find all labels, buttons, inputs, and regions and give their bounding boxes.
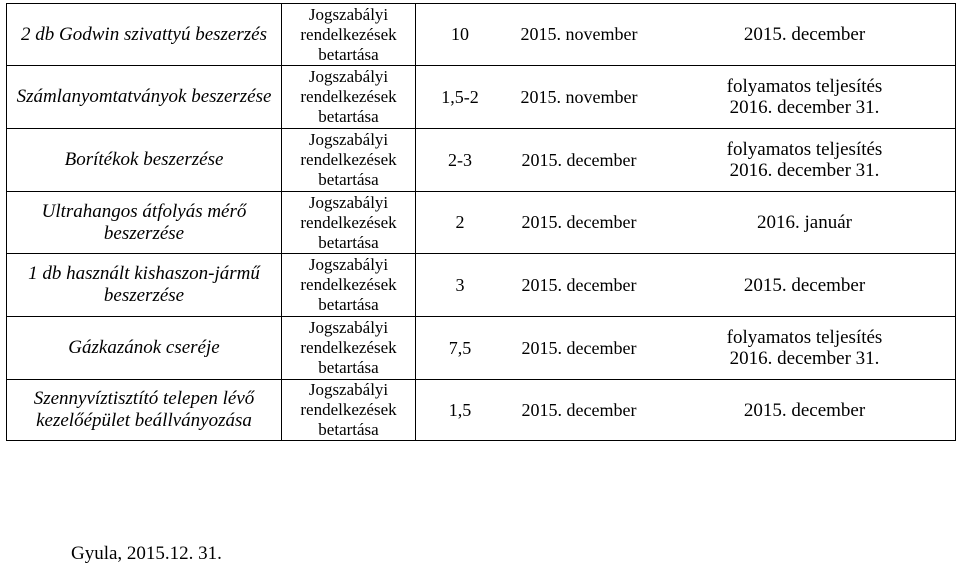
legal-basis: Jogszabályi rendelkezések betartása — [282, 192, 416, 254]
end-date-line1: 2015. december — [743, 24, 866, 45]
end-date — [654, 275, 955, 296]
item-name: Szennyvíztisztító telepen lévő kezelőépület beállványozása — [7, 380, 282, 441]
end-date-line2: 2016. december 31. — [729, 348, 880, 369]
item-name: Borítékok beszerzése — [7, 129, 282, 192]
start-date: 2015. december — [521, 149, 637, 170]
schedule-cell — [416, 317, 956, 380]
end-date-line2: 2016. december 31. — [729, 97, 880, 118]
start-date: 2015. november — [520, 24, 638, 44]
start-date: 2015. november — [520, 86, 638, 107]
place-date: Gyula, 2015.12. 31. — [71, 543, 222, 564]
end-date-line2: 2016. december 31. — [729, 160, 880, 181]
item-name: Számlanyomtatványok beszerzése — [7, 66, 282, 129]
end-date — [654, 139, 955, 181]
start-date: 2015. december — [521, 337, 637, 358]
amount-value: 3 — [455, 274, 465, 295]
amount-value: 7,5 — [448, 337, 472, 358]
amount-value: 1,5-2 — [441, 86, 479, 107]
item-name: Gázkazánok cseréje — [7, 317, 282, 380]
start-date: 2015. december — [521, 212, 637, 232]
end-date-line1: folyamatos teljesítés — [726, 327, 883, 348]
legal-basis: Jogszabályi rendelkezések betartása — [282, 254, 416, 317]
end-date-line1: folyamatos teljesítés — [726, 76, 883, 97]
schedule-cell — [416, 380, 956, 441]
table-row — [7, 317, 956, 380]
schedule-cell — [416, 254, 956, 317]
legal-basis: Jogszabályi rendelkezések betartása — [282, 129, 416, 192]
end-date — [654, 400, 955, 421]
item-name: 2 db Godwin szivattyú beszerzés — [7, 4, 282, 66]
legal-basis: Jogszabályi rendelkezések betartása — [282, 4, 416, 66]
end-date — [654, 24, 955, 45]
end-date — [654, 212, 955, 233]
end-date — [654, 76, 955, 118]
schedule-cell — [416, 129, 956, 192]
procurement-table — [6, 3, 956, 441]
table-row — [7, 192, 956, 254]
end-date-line1: 2016. január — [757, 212, 852, 233]
end-date — [654, 327, 955, 369]
item-name: Ultrahangos átfolyás mérő beszerzése — [7, 192, 282, 254]
end-date-line1: 2015. december — [743, 274, 866, 296]
amount-value: 1,5 — [448, 399, 472, 420]
end-date-line1: 2015. december — [743, 399, 866, 421]
legal-basis: Jogszabályi rendelkezések betartása — [282, 66, 416, 129]
legal-basis: Jogszabályi rendelkezések betartása — [282, 380, 416, 441]
amount-value: 2-3 — [448, 149, 472, 170]
end-date-line1: folyamatos teljesítés — [726, 139, 883, 160]
table-row — [7, 4, 956, 66]
amount-value: 10 — [451, 24, 469, 44]
table-row — [7, 380, 956, 441]
schedule-cell — [416, 4, 956, 66]
table-row — [7, 129, 956, 192]
legal-basis: Jogszabályi rendelkezések betartása — [282, 317, 416, 380]
start-date: 2015. december — [521, 399, 637, 420]
schedule-cell — [416, 66, 956, 129]
table-row — [7, 254, 956, 317]
item-name: 1 db használt kishaszon-jármű beszerzése — [7, 254, 282, 317]
start-date: 2015. december — [521, 274, 637, 295]
table-row — [7, 66, 956, 129]
amount-value: 2 — [455, 212, 465, 232]
schedule-cell — [416, 192, 956, 254]
